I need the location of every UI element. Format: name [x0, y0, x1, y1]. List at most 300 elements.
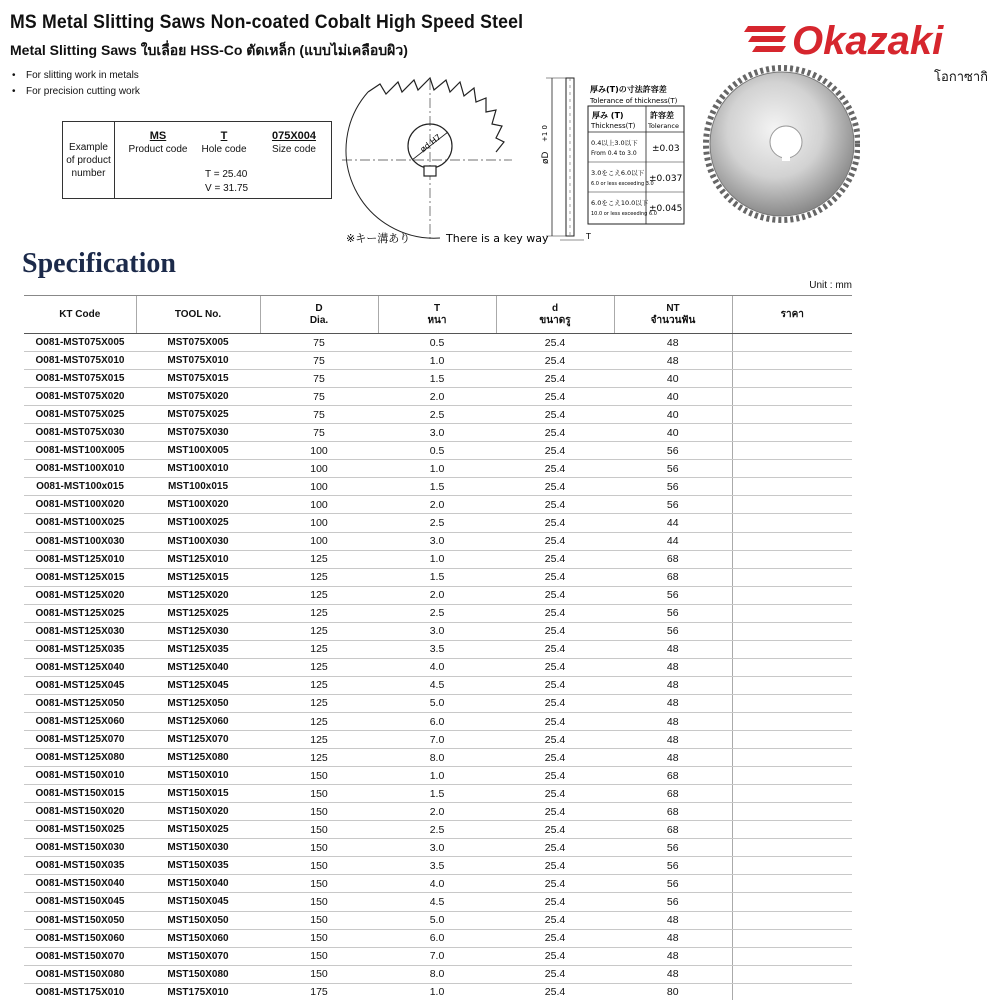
teeth-cell: 48: [614, 947, 732, 965]
price-cell: [732, 550, 852, 568]
kt-code-cell: O081-MST100X020: [24, 496, 136, 514]
hole-cell: 25.4: [496, 875, 614, 893]
teeth-cell: 80: [614, 983, 732, 1000]
table-row: [24, 893, 852, 911]
table-row: [24, 442, 852, 460]
col-thickness: T หนา: [378, 296, 496, 334]
kt-code-cell: O081-MST075X025: [24, 406, 136, 424]
kt-code-cell: O081-MST125X070: [24, 731, 136, 749]
diameter-cell: 150: [260, 821, 378, 839]
tool-no-cell: MST100X025: [136, 514, 260, 532]
table-row: [24, 712, 852, 730]
hole-cell: 25.4: [496, 550, 614, 568]
teeth-cell: 56: [614, 442, 732, 460]
thickness-cell: 1.0: [378, 352, 496, 370]
hole-cell: 25.4: [496, 622, 614, 640]
hole-cell: 25.4: [496, 604, 614, 622]
thickness-cell: 5.0: [378, 911, 496, 929]
tool-no-cell: MST125X035: [136, 640, 260, 658]
tol-row-en: 10.0 or less exceeding 6.0: [591, 211, 657, 217]
thickness-cell: 2.5: [378, 604, 496, 622]
hole-cell: 25.4: [496, 514, 614, 532]
page-title: MS Metal Slitting Saws Non-coated Cobalt High Speed Steel: [10, 12, 524, 33]
teeth-cell: 48: [614, 352, 732, 370]
hole-cell: 25.4: [496, 352, 614, 370]
price-cell: [732, 712, 852, 730]
brand-thai-name: โอกาซากิ: [934, 69, 988, 84]
tol-row-en: From 0.4 to 3.0: [591, 150, 637, 157]
page-subtitle: Metal Slitting Saws ใบเลื่อย HSS-Co ตัดเหล็ก (แบบไม่เคลือบผิว): [10, 42, 408, 58]
hole-cell: 25.4: [496, 478, 614, 496]
price-cell: [732, 929, 852, 947]
thickness-cell: 3.0: [378, 532, 496, 550]
saw-technical-diagram: [340, 72, 700, 252]
teeth-cell: 56: [614, 586, 732, 604]
tool-no-cell: MST175X010: [136, 983, 260, 1000]
hole-cell: 25.4: [496, 965, 614, 983]
diameter-cell: 150: [260, 947, 378, 965]
kt-code-cell: O081-MST150X035: [24, 857, 136, 875]
price-cell: [732, 893, 852, 911]
teeth-cell: 40: [614, 388, 732, 406]
diameter-cell: 75: [260, 334, 378, 352]
kt-code-cell: O081-MST075X005: [24, 334, 136, 352]
saw-arc: [346, 92, 440, 238]
thickness-cell: 3.0: [378, 839, 496, 857]
logo-text: Okazaki: [792, 19, 944, 63]
tool-no-cell: MST075X015: [136, 370, 260, 388]
kt-code-cell: O081-MST150X070: [24, 947, 136, 965]
col-tool-no: TOOL No.: [136, 296, 260, 334]
hole-code-column: [191, 129, 257, 157]
price-cell: [732, 965, 852, 983]
thickness-cell: 1.0: [378, 460, 496, 478]
kt-code-cell: O081-MST150X080: [24, 965, 136, 983]
hole-cell: 25.4: [496, 460, 614, 478]
teeth-cell: 56: [614, 875, 732, 893]
price-cell: [732, 658, 852, 676]
table-row: [24, 875, 852, 893]
hole-values: [205, 168, 248, 196]
bore-label: ød H7: [418, 132, 443, 155]
hole-cell: 25.4: [496, 947, 614, 965]
thickness-cell: 1.5: [378, 478, 496, 496]
price-cell: [732, 406, 852, 424]
tool-no-cell: MST075X030: [136, 424, 260, 442]
hole-cell: 25.4: [496, 911, 614, 929]
kt-code-cell: O081-MST125X060: [24, 712, 136, 730]
diameter-cell: 150: [260, 911, 378, 929]
hole-cell: 25.4: [496, 929, 614, 947]
price-cell: [732, 370, 852, 388]
table-row: [24, 640, 852, 658]
tool-no-cell: MST125X050: [136, 694, 260, 712]
kt-code-cell: O081-MST100x015: [24, 478, 136, 496]
table-row: [24, 965, 852, 983]
table-row: [24, 821, 852, 839]
price-cell: [732, 568, 852, 586]
teeth-cell: 68: [614, 568, 732, 586]
hole-cell: 25.4: [496, 586, 614, 604]
teeth-cell: 56: [614, 604, 732, 622]
hole-cell: 25.4: [496, 424, 614, 442]
tol-row-jp: 3.0をこえ6.0以下: [591, 169, 645, 177]
hole-code: T: [220, 130, 228, 142]
table-row: [24, 857, 852, 875]
col-diameter: D Dia.: [260, 296, 378, 334]
kt-code-cell: O081-MST150X010: [24, 767, 136, 785]
dim-t-label: T: [586, 232, 591, 241]
tool-no-cell: MST125X025: [136, 604, 260, 622]
hole-cell: 25.4: [496, 658, 614, 676]
teeth-cell: 56: [614, 478, 732, 496]
teeth-cell: 48: [614, 334, 732, 352]
table-row: [24, 370, 852, 388]
tool-no-cell: MST150X035: [136, 857, 260, 875]
size-code: 075X004: [271, 130, 317, 142]
tool-no-cell: MST125X070: [136, 731, 260, 749]
thickness-cell: 1.5: [378, 370, 496, 388]
diameter-cell: 75: [260, 370, 378, 388]
hole-cell: 25.4: [496, 785, 614, 803]
kt-code-cell: O081-MST150X020: [24, 803, 136, 821]
tool-no-cell: MST150X060: [136, 929, 260, 947]
thickness-cell: 7.0: [378, 947, 496, 965]
price-cell: [732, 839, 852, 857]
kt-code-cell: O081-MST175X010: [24, 983, 136, 1000]
thickness-cell: 3.5: [378, 857, 496, 875]
kt-code-cell: O081-MST125X050: [24, 694, 136, 712]
col-thickness-jp: 厚み (T): [592, 111, 624, 120]
price-cell: [732, 460, 852, 478]
diameter-cell: 125: [260, 749, 378, 767]
kt-code-cell: O081-MST125X030: [24, 622, 136, 640]
thickness-cell: 2.0: [378, 388, 496, 406]
kt-code-cell: O081-MST150X045: [24, 893, 136, 911]
price-cell: [732, 785, 852, 803]
tolerance-subtitle: Tolerance of thickness(T): [590, 97, 678, 105]
table-row: [24, 947, 852, 965]
thickness-cell: 0.5: [378, 334, 496, 352]
kt-code-cell: O081-MST125X010: [24, 550, 136, 568]
thickness-cell: 0.5: [378, 442, 496, 460]
thickness-cell: 2.0: [378, 803, 496, 821]
diameter-cell: 125: [260, 550, 378, 568]
teeth-cell: 48: [614, 749, 732, 767]
thickness-cell: 2.5: [378, 514, 496, 532]
table-row: [24, 983, 852, 1000]
teeth-cell: 40: [614, 424, 732, 442]
thickness-cell: 4.0: [378, 875, 496, 893]
tool-no-cell: MST150X045: [136, 893, 260, 911]
diameter-cell: 100: [260, 496, 378, 514]
tool-no-cell: MST150X025: [136, 821, 260, 839]
price-cell: [732, 731, 852, 749]
hole-cell: 25.4: [496, 731, 614, 749]
price-cell: [732, 424, 852, 442]
table-row: [24, 929, 852, 947]
kt-code-cell: O081-MST125X020: [24, 586, 136, 604]
size-code-column: [259, 129, 329, 157]
hole-cell: 25.4: [496, 442, 614, 460]
col-price: ราคา: [732, 296, 852, 334]
col-thickness-en: Thickness(T): [591, 122, 636, 130]
price-cell: [732, 442, 852, 460]
kt-code-cell: O081-MST075X010: [24, 352, 136, 370]
product-code-column: [125, 129, 191, 157]
hole-cell: 25.4: [496, 767, 614, 785]
logo-mark-icon: [744, 26, 786, 52]
product-number-example: [62, 121, 332, 199]
table-row: [24, 803, 852, 821]
table-row: [24, 532, 852, 550]
hole-value-t: T = 25.40: [205, 169, 248, 180]
diameter-cell: 125: [260, 568, 378, 586]
tolerance-title: 厚み(T)の寸法許容差: [590, 85, 667, 94]
thickness-cell: 2.5: [378, 821, 496, 839]
diameter-cell: 125: [260, 694, 378, 712]
diameter-cell: 125: [260, 604, 378, 622]
tol-row-jp: 6.0をこえ10.0以下: [591, 199, 649, 207]
diameter-cell: 150: [260, 965, 378, 983]
col-teeth: NT จำนวนฟัน: [614, 296, 732, 334]
price-cell: [732, 514, 852, 532]
teeth-cell: 68: [614, 821, 732, 839]
kt-code-cell: O081-MST075X015: [24, 370, 136, 388]
tool-no-cell: MST075X025: [136, 406, 260, 424]
tool-no-cell: MST075X020: [136, 388, 260, 406]
tool-no-cell: MST150X070: [136, 947, 260, 965]
table-row: [24, 749, 852, 767]
kt-code-cell: O081-MST150X030: [24, 839, 136, 857]
table-row: [24, 911, 852, 929]
hole-cell: 25.4: [496, 496, 614, 514]
table-row: [24, 334, 852, 352]
kt-code-cell: O081-MST075X030: [24, 424, 136, 442]
price-cell: [732, 821, 852, 839]
tool-no-cell: MST125X040: [136, 658, 260, 676]
price-cell: [732, 622, 852, 640]
tool-no-cell: MST125X030: [136, 622, 260, 640]
tol-row-value: ±0.03: [652, 144, 680, 154]
saw-keyway: [782, 155, 790, 161]
price-cell: [732, 803, 852, 821]
teeth-cell: 48: [614, 658, 732, 676]
tool-no-cell: MST125X060: [136, 712, 260, 730]
tool-no-cell: MST150X015: [136, 785, 260, 803]
thickness-cell: 8.0: [378, 749, 496, 767]
diameter-cell: 150: [260, 803, 378, 821]
price-cell: [732, 767, 852, 785]
table-row: [24, 676, 852, 694]
price-cell: [732, 983, 852, 1000]
col-tolerance-en: Tolerance: [648, 122, 679, 130]
diameter-cell: 150: [260, 839, 378, 857]
diameter-cell: 125: [260, 731, 378, 749]
diameter-cell: 75: [260, 388, 378, 406]
tol-row-jp: 0.4以上3.0以下: [591, 139, 638, 147]
col-hole: d ขนาดรู: [496, 296, 614, 334]
diameter-cell: 100: [260, 514, 378, 532]
teeth-cell: 68: [614, 767, 732, 785]
tool-no-cell: MST100X010: [136, 460, 260, 478]
hole-cell: 25.4: [496, 676, 614, 694]
hole-cell: 25.4: [496, 712, 614, 730]
diameter-cell: 150: [260, 785, 378, 803]
teeth-cell: 48: [614, 694, 732, 712]
table-row: [24, 604, 852, 622]
teeth-cell: 48: [614, 640, 732, 658]
diameter-cell: 150: [260, 875, 378, 893]
kt-code-cell: O081-MST125X015: [24, 568, 136, 586]
hole-code-label: Hole code: [201, 144, 247, 155]
dim-tolerance-label: +1 0: [541, 125, 549, 142]
price-cell: [732, 857, 852, 875]
keyway-caption-en: There is a key way: [446, 232, 549, 245]
teeth-cell: 56: [614, 839, 732, 857]
price-cell: [732, 388, 852, 406]
thickness-cell: 8.0: [378, 965, 496, 983]
diameter-cell: 100: [260, 478, 378, 496]
tool-no-cell: MST125X020: [136, 586, 260, 604]
example-label: Example of product number: [63, 122, 115, 198]
kt-code-cell: O081-MST125X025: [24, 604, 136, 622]
diameter-cell: 125: [260, 658, 378, 676]
thickness-cell: 1.5: [378, 568, 496, 586]
saw-product-photo: [700, 58, 860, 230]
teeth-cell: 68: [614, 785, 732, 803]
hole-cell: 25.4: [496, 803, 614, 821]
dim-d-label: øD: [541, 151, 551, 164]
diameter-cell: 125: [260, 622, 378, 640]
price-cell: [732, 947, 852, 965]
diameter-cell: 150: [260, 929, 378, 947]
thickness-cell: 4.5: [378, 676, 496, 694]
diameter-cell: 75: [260, 406, 378, 424]
table-row: [24, 785, 852, 803]
saw-bore: [770, 126, 802, 158]
thickness-cell: 3.0: [378, 424, 496, 442]
teeth-cell: 56: [614, 622, 732, 640]
tool-no-cell: MST125X015: [136, 568, 260, 586]
price-cell: [732, 749, 852, 767]
price-cell: [732, 586, 852, 604]
price-cell: [732, 875, 852, 893]
size-code-label: Size code: [272, 144, 316, 155]
diameter-cell: 150: [260, 857, 378, 875]
tol-row-en: 6.0 or less exceeding 3.0: [591, 181, 654, 187]
hole-cell: 25.4: [496, 334, 614, 352]
tool-no-cell: MST150X080: [136, 965, 260, 983]
price-cell: [732, 478, 852, 496]
hole-cell: 25.4: [496, 406, 614, 424]
hole-value-v: V = 31.75: [205, 183, 249, 194]
thickness-cell: 2.0: [378, 586, 496, 604]
tool-no-cell: MST100X020: [136, 496, 260, 514]
thickness-cell: 4.5: [378, 893, 496, 911]
teeth-cell: 48: [614, 676, 732, 694]
diameter-cell: 75: [260, 424, 378, 442]
hole-cell: 25.4: [496, 568, 614, 586]
price-cell: [732, 532, 852, 550]
teeth-cell: 48: [614, 712, 732, 730]
thickness-cell: 3.5: [378, 640, 496, 658]
thickness-cell: 7.0: [378, 731, 496, 749]
diameter-cell: 125: [260, 676, 378, 694]
tool-no-cell: MST125X080: [136, 749, 260, 767]
thickness-cell: 2.5: [378, 406, 496, 424]
table-row: [24, 658, 852, 676]
col-kt-code: KT Code: [24, 296, 136, 334]
price-cell: [732, 911, 852, 929]
table-row: [24, 352, 852, 370]
table-row: [24, 460, 852, 478]
thickness-cell: 5.0: [378, 694, 496, 712]
thickness-cell: 1.0: [378, 767, 496, 785]
table-row: [24, 388, 852, 406]
table-row: [24, 767, 852, 785]
diameter-cell: 125: [260, 586, 378, 604]
kt-code-cell: O081-MST100X010: [24, 460, 136, 478]
table-row: [24, 496, 852, 514]
thickness-cell: 2.0: [378, 496, 496, 514]
table-row: [24, 731, 852, 749]
thickness-cell: 6.0: [378, 712, 496, 730]
price-cell: [732, 676, 852, 694]
kt-code-cell: O081-MST100X030: [24, 532, 136, 550]
thickness-cell: 4.0: [378, 658, 496, 676]
specification-heading: Specification: [22, 248, 176, 279]
price-cell: [732, 604, 852, 622]
diameter-cell: 175: [260, 983, 378, 1000]
kt-code-cell: O081-MST125X035: [24, 640, 136, 658]
tool-no-cell: MST150X020: [136, 803, 260, 821]
hole-cell: 25.4: [496, 749, 614, 767]
teeth-cell: 56: [614, 460, 732, 478]
tool-no-cell: MST125X045: [136, 676, 260, 694]
kt-code-cell: O081-MST075X020: [24, 388, 136, 406]
price-cell: [732, 352, 852, 370]
kt-code-cell: O081-MST150X050: [24, 911, 136, 929]
hole-cell: 25.4: [496, 839, 614, 857]
teeth-cell: 56: [614, 857, 732, 875]
table-row: [24, 694, 852, 712]
tool-no-cell: MST100X005: [136, 442, 260, 460]
teeth-cell: 44: [614, 532, 732, 550]
teeth-cell: 44: [614, 514, 732, 532]
price-cell: [732, 496, 852, 514]
diameter-cell: 125: [260, 640, 378, 658]
kt-code-cell: O081-MST150X015: [24, 785, 136, 803]
diameter-cell: 150: [260, 767, 378, 785]
price-cell: [732, 334, 852, 352]
thickness-cell: 3.0: [378, 622, 496, 640]
teeth-cell: 48: [614, 929, 732, 947]
hole-cell: 25.4: [496, 983, 614, 1000]
hole-cell: 25.4: [496, 821, 614, 839]
thickness-cell: 1.5: [378, 785, 496, 803]
hole-cell: 25.4: [496, 893, 614, 911]
kt-code-cell: O081-MST100X025: [24, 514, 136, 532]
hole-cell: 25.4: [496, 640, 614, 658]
tool-no-cell: MST100X030: [136, 532, 260, 550]
kt-code-cell: O081-MST150X040: [24, 875, 136, 893]
table-row: [24, 839, 852, 857]
diameter-cell: 100: [260, 532, 378, 550]
tool-no-cell: MST150X050: [136, 911, 260, 929]
tool-no-cell: MST075X010: [136, 352, 260, 370]
tool-no-cell: MST125X010: [136, 550, 260, 568]
